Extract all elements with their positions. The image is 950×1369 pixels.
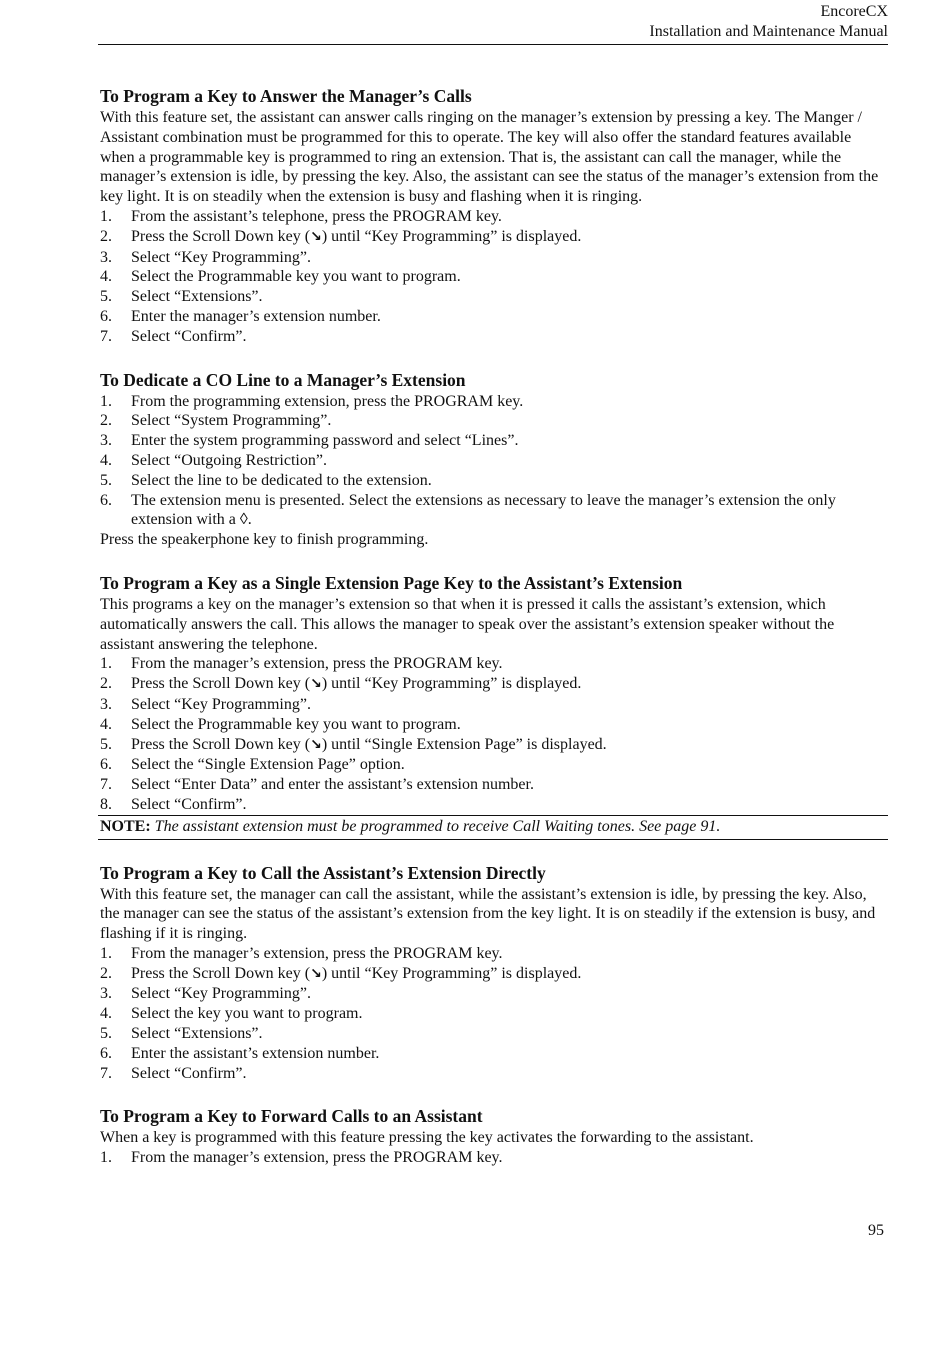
list-item bbox=[100, 755, 884, 775]
list-item bbox=[100, 775, 884, 795]
step-text-post: ) until “Key Programming” is displayed. bbox=[321, 227, 582, 245]
step-text: From the assistant’s telephone, press the PROGRAM key. bbox=[131, 207, 502, 225]
step-number: 2. bbox=[100, 964, 112, 982]
scroll-down-icon: ↘ bbox=[310, 228, 322, 245]
step-text: Select “Confirm”. bbox=[131, 327, 247, 345]
steps-list bbox=[100, 1148, 884, 1168]
step-text: Select “Confirm”. bbox=[131, 1064, 247, 1082]
section-title: To Program a Key as a Single Extension Page Key to the Assistant’s Extension bbox=[100, 572, 683, 593]
list-item bbox=[100, 735, 884, 756]
step-text-pre: Press the Scroll Down key ( bbox=[131, 735, 311, 753]
list-item bbox=[100, 654, 884, 674]
step-number: 5. bbox=[100, 288, 112, 306]
step-text-pre: Press the Scroll Down key ( bbox=[131, 675, 311, 693]
list-item bbox=[100, 695, 884, 715]
list-item bbox=[100, 944, 884, 964]
section-intro: With this feature set, the assistant can answer calls ringing on the manager’s extension by pressing a key. The Manger / Assistant combination must be programmed for this to operate. The key will also offer the standard features available when a programmable key is programmed to ring an extension. That is, the assistant can call the manager, while the manager’s extension is idle, by pressing the key. Also, the assistant can see the status of the manager’s extension from the key light. It is on steadily when the extension is busy and flashing when it is ringing. bbox=[100, 109, 879, 206]
list-item bbox=[100, 307, 884, 327]
step-number: 5. bbox=[100, 1025, 112, 1043]
step-text: Select the Programmable key you want to program. bbox=[131, 715, 461, 733]
step-number: 5. bbox=[100, 471, 112, 489]
list-item bbox=[100, 392, 884, 412]
step-text: Select “Confirm”. bbox=[131, 795, 247, 813]
step-number: 5. bbox=[100, 735, 112, 753]
list-item bbox=[100, 1044, 884, 1064]
step-number: 6. bbox=[100, 491, 112, 509]
section-intro: When a key is programmed with this feature pressing the key activates the forwarding to the assistant. bbox=[100, 1129, 754, 1147]
step-text-pre: Press the Scroll Down key ( bbox=[131, 227, 311, 245]
list-item bbox=[100, 248, 884, 268]
scroll-down-icon: ↘ bbox=[310, 676, 322, 693]
step-number: 8. bbox=[100, 795, 112, 813]
step-text: Select “Key Programming”. bbox=[131, 695, 311, 713]
list-item bbox=[100, 471, 884, 491]
steps-list bbox=[100, 392, 884, 531]
header-manual-title: Installation and Maintenance Manual bbox=[649, 23, 888, 40]
step-number: 1. bbox=[100, 392, 112, 410]
note-label: NOTE: bbox=[100, 817, 151, 835]
step-text: Select the Programmable key you want to program. bbox=[131, 268, 461, 286]
step-text: Select “System Programming”. bbox=[131, 412, 332, 430]
page-content bbox=[100, 84, 884, 1189]
step-number: 4. bbox=[100, 715, 112, 733]
list-item bbox=[100, 1148, 884, 1168]
step-number: 6. bbox=[100, 307, 112, 325]
step-number: 3. bbox=[100, 432, 112, 450]
step-text: Select “Extensions”. bbox=[131, 1025, 263, 1043]
step-number: 1. bbox=[100, 207, 112, 225]
step-number: 3. bbox=[100, 248, 112, 266]
section-intro: This programs a key on the manager’s extension so that when it is pressed it calls the assistant’s extension, which automatically answers the call. This allows the manager to speak over the assistant’s extension speaker without the assistant answering the telephone. bbox=[100, 595, 835, 653]
step-text: From the manager’s extension, press the PROGRAM key. bbox=[131, 944, 503, 962]
step-text: Select “Key Programming”. bbox=[131, 985, 311, 1003]
step-number: 6. bbox=[100, 1044, 112, 1062]
step-number: 4. bbox=[100, 451, 112, 469]
section-dedicate-co-line bbox=[100, 368, 884, 550]
step-number: 1. bbox=[100, 655, 112, 673]
scroll-down-icon: ↘ bbox=[310, 965, 322, 982]
step-number: 1. bbox=[100, 1149, 112, 1167]
list-item bbox=[100, 411, 884, 431]
step-number: 4. bbox=[100, 268, 112, 286]
steps-list bbox=[100, 654, 884, 814]
list-item bbox=[100, 227, 884, 248]
step-number: 7. bbox=[100, 1064, 112, 1082]
step-text: Select “Key Programming”. bbox=[131, 248, 311, 266]
step-text: Enter the system programming password and select “Lines”. bbox=[131, 432, 519, 450]
list-item bbox=[100, 964, 884, 985]
list-item bbox=[100, 1004, 884, 1024]
step-text: Select “Outgoing Restriction”. bbox=[131, 451, 327, 469]
step-text: Select the line to be dedicated to the extension. bbox=[131, 471, 432, 489]
note-text: The assistant extension must be programmed to receive Call Waiting tones. See page 91. bbox=[154, 817, 721, 835]
list-item bbox=[100, 207, 884, 227]
step-text: Select “Enter Data” and enter the assistant’s extension number. bbox=[131, 776, 534, 794]
step-text: Enter the assistant’s extension number. bbox=[131, 1044, 380, 1062]
list-item bbox=[100, 431, 884, 451]
step-text-post: ) until “Key Programming” is displayed. bbox=[321, 964, 582, 982]
step-number: 2. bbox=[100, 227, 112, 245]
list-item bbox=[100, 1064, 884, 1084]
section-outro: Press the speakerphone key to finish programming. bbox=[100, 531, 429, 549]
section-title: To Dedicate a CO Line to a Manager’s Extension bbox=[100, 369, 466, 390]
step-text: Enter the manager’s extension number. bbox=[131, 307, 381, 325]
step-number: 1. bbox=[100, 944, 112, 962]
list-item bbox=[100, 491, 884, 531]
step-text: From the manager’s extension, press the PROGRAM key. bbox=[131, 1149, 503, 1167]
list-item bbox=[100, 984, 884, 1004]
step-text: The extension menu is presented. Select the extensions as necessary to leave the manager’s extension the only extension with a ◊. bbox=[131, 491, 836, 529]
list-item bbox=[100, 1024, 884, 1044]
list-item bbox=[100, 287, 884, 307]
step-text-post: ) until “Single Extension Page” is displayed. bbox=[321, 735, 607, 753]
step-text-pre: Press the Scroll Down key ( bbox=[131, 964, 311, 982]
step-text-post: ) until “Key Programming” is displayed. bbox=[321, 675, 582, 693]
step-number: 3. bbox=[100, 695, 112, 713]
step-number: 3. bbox=[100, 985, 112, 1003]
header-product: EncoreCX bbox=[820, 3, 888, 20]
section-title: To Program a Key to Forward Calls to an Assistant bbox=[100, 1106, 483, 1127]
list-item bbox=[100, 715, 884, 735]
list-item bbox=[100, 674, 884, 695]
section-call-assistant-directly bbox=[100, 861, 884, 1084]
section-title: To Program a Key to Call the Assistant’s Extension Directly bbox=[100, 862, 546, 883]
list-item bbox=[100, 795, 884, 815]
section-single-extension-page-key bbox=[100, 571, 884, 840]
steps-list bbox=[100, 207, 884, 347]
step-number: 2. bbox=[100, 412, 112, 430]
note-box bbox=[98, 815, 888, 840]
header-rule bbox=[98, 44, 888, 45]
section-answer-managers-calls bbox=[100, 84, 884, 347]
section-title: To Program a Key to Answer the Manager’s Calls bbox=[100, 86, 472, 106]
page-number: 95 bbox=[868, 1222, 884, 1239]
step-number: 2. bbox=[100, 675, 112, 693]
step-text: Select the “Single Extension Page” option. bbox=[131, 756, 405, 774]
step-text: From the manager’s extension, press the PROGRAM key. bbox=[131, 655, 503, 673]
step-number: 6. bbox=[100, 756, 112, 774]
list-item bbox=[100, 451, 884, 471]
step-text: Select “Extensions”. bbox=[131, 288, 263, 306]
section-forward-calls-to-assistant bbox=[100, 1104, 884, 1168]
step-text: Select the key you want to program. bbox=[131, 1005, 363, 1023]
list-item bbox=[100, 267, 884, 287]
step-number: 7. bbox=[100, 327, 112, 345]
steps-list bbox=[100, 944, 884, 1084]
section-intro: With this feature set, the manager can call the assistant, while the assistant’s extension is idle, by pressing the key. Also, the manager can see the status of the assistant’s extension from the key light. It is on steadily if the extension is busy, and flashing if it is ringing. bbox=[100, 885, 876, 943]
step-number: 7. bbox=[100, 776, 112, 794]
step-number: 4. bbox=[100, 1005, 112, 1023]
list-item bbox=[100, 327, 884, 347]
step-text: From the programming extension, press the PROGRAM key. bbox=[131, 392, 524, 410]
scroll-down-icon: ↘ bbox=[310, 736, 322, 753]
page-header bbox=[98, 2, 888, 42]
